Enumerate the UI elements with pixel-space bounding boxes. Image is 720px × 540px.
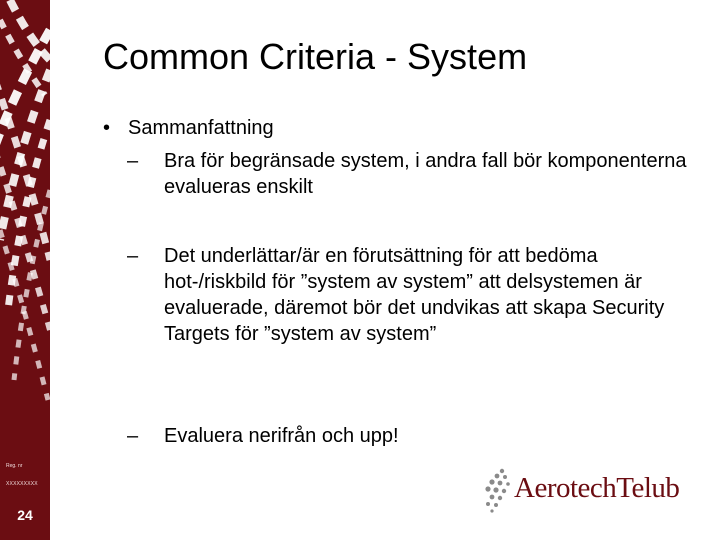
page-number: 24 bbox=[17, 507, 33, 523]
sub-bullet-marker: – bbox=[127, 245, 139, 267]
sub-bullet-text: Det underlättar/är en förutsättning för att bedöma hot-/riskbild för ”system av system” att delsystemen är evaluerade, däremot bör det undvikas att skapa Security Targets för ”system av system” bbox=[164, 245, 665, 345]
bullet-marker: • bbox=[103, 117, 111, 139]
bullet-text: Sammanfattning bbox=[128, 117, 274, 139]
registration-number: XXXXXXXXX bbox=[6, 481, 38, 487]
company-logo bbox=[480, 466, 700, 516]
sub-bullet-marker: – bbox=[127, 425, 139, 447]
sub-bullet-item bbox=[127, 148, 697, 200]
slide-title: Common Criteria - System bbox=[103, 36, 528, 77]
registration-label: Reg. nr bbox=[6, 463, 23, 469]
logo-text: AerotechTelub bbox=[514, 472, 680, 504]
sub-bullet-item bbox=[127, 243, 697, 347]
bullet-item bbox=[103, 115, 274, 141]
sub-bullet-text: Bra för begränsade system, i andra fall bör komponenterna evalueras enskilt bbox=[164, 150, 687, 198]
sub-bullet-item bbox=[127, 423, 697, 449]
sub-bullet-marker: – bbox=[127, 150, 139, 172]
sub-bullet-text: Evaluera nerifrån och upp! bbox=[164, 425, 399, 447]
diamond-dots-icon bbox=[482, 466, 514, 516]
